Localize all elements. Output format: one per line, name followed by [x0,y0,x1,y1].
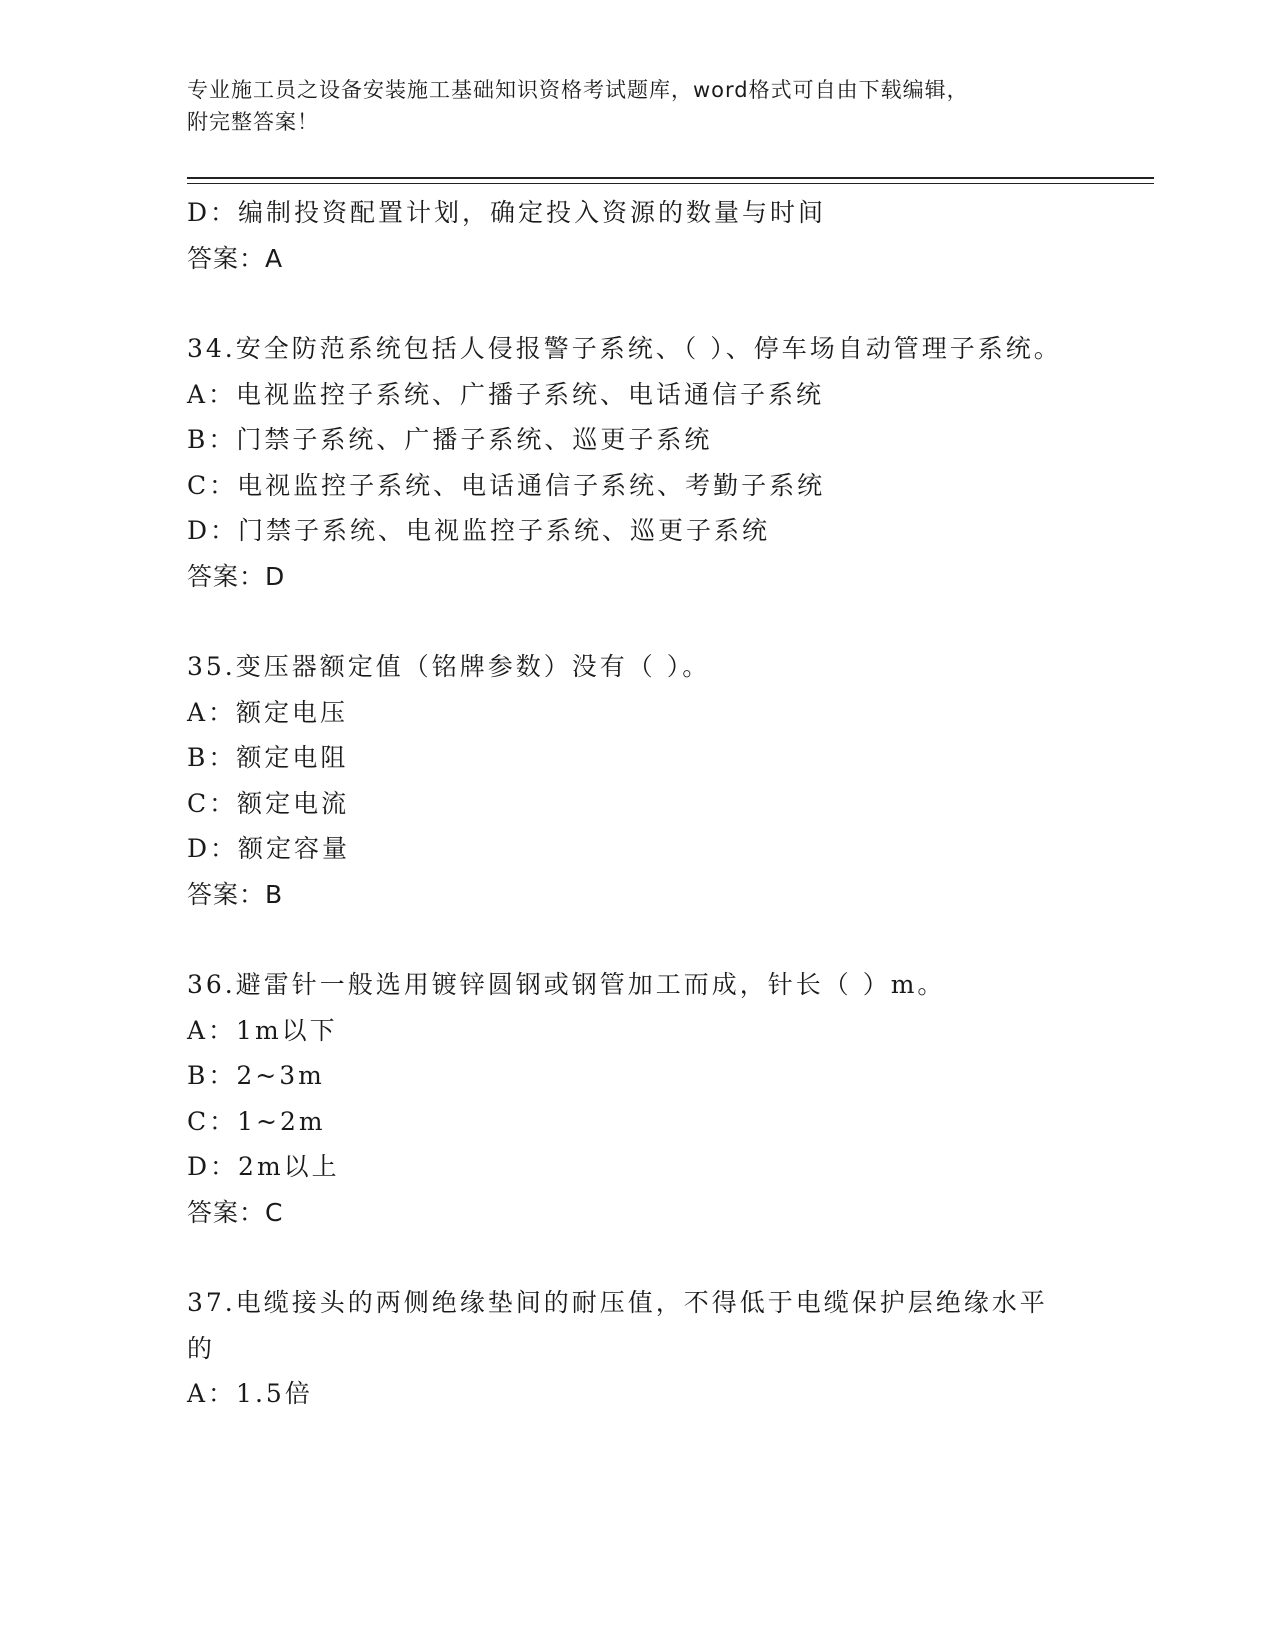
header-divider-thin [187,183,1154,184]
question-text: 36.避雷针一般选用镀锌圆钢或钢管加工而成，针长（ ）m。 [187,970,946,999]
option-b: B：额定电阻 [187,743,349,772]
prev-option-d: D：编制投资配置计划，确定投入资源的数量与时间 [187,198,827,227]
header-line-1: 专业施工员之设备安装施工基础知识资格考试题库，word格式可自由下载编辑， [187,78,969,102]
option-a: A：额定电压 [187,697,349,727]
document-header [187,74,1067,138]
question-36 [187,962,1087,1235]
header-line-2: 附完整答案！ [187,110,319,134]
question-content [187,190,1087,1417]
question-text: 35.变压器额定值（铭牌参数）没有（ ）。 [187,652,711,681]
question-34 [187,326,1087,599]
option-d: D：门禁子系统、电视监控子系统、巡更子系统 [187,516,771,545]
prev-answer: 答案：A [187,243,284,273]
option-a: A：电视监控子系统、广播子系统、电话通信子系统 [187,379,825,409]
header-divider-thick [187,177,1154,179]
answer: 答案：D [187,561,286,591]
option-d: D：额定容量 [187,834,351,863]
option-c: C：电视监控子系统、电话通信子系统、考勤子系统 [187,470,826,500]
option-c: C：1~2m [187,1106,326,1136]
question-37 [187,1280,1087,1417]
option-b: B：门禁子系统、广播子系统、巡更子系统 [187,425,713,454]
question-35 [187,644,1087,917]
option-a: A：1m以下 [187,1015,338,1045]
option-b: B：2~3m [187,1061,325,1090]
question-text: 37.电缆接头的两侧绝缘垫间的耐压值，不得低于电缆保护层绝缘水平的 [187,1288,1048,1363]
option-c: C：额定电流 [187,788,350,818]
question-text: 34.安全防范系统包括人侵报警子系统、（ ）、停车场自动管理子系统。 [187,334,1062,363]
answer: 答案：C [187,1197,284,1227]
answer: 答案：B [187,879,284,909]
option-d: D：2m以上 [187,1152,340,1181]
option-a: A：1.5倍 [187,1379,313,1408]
